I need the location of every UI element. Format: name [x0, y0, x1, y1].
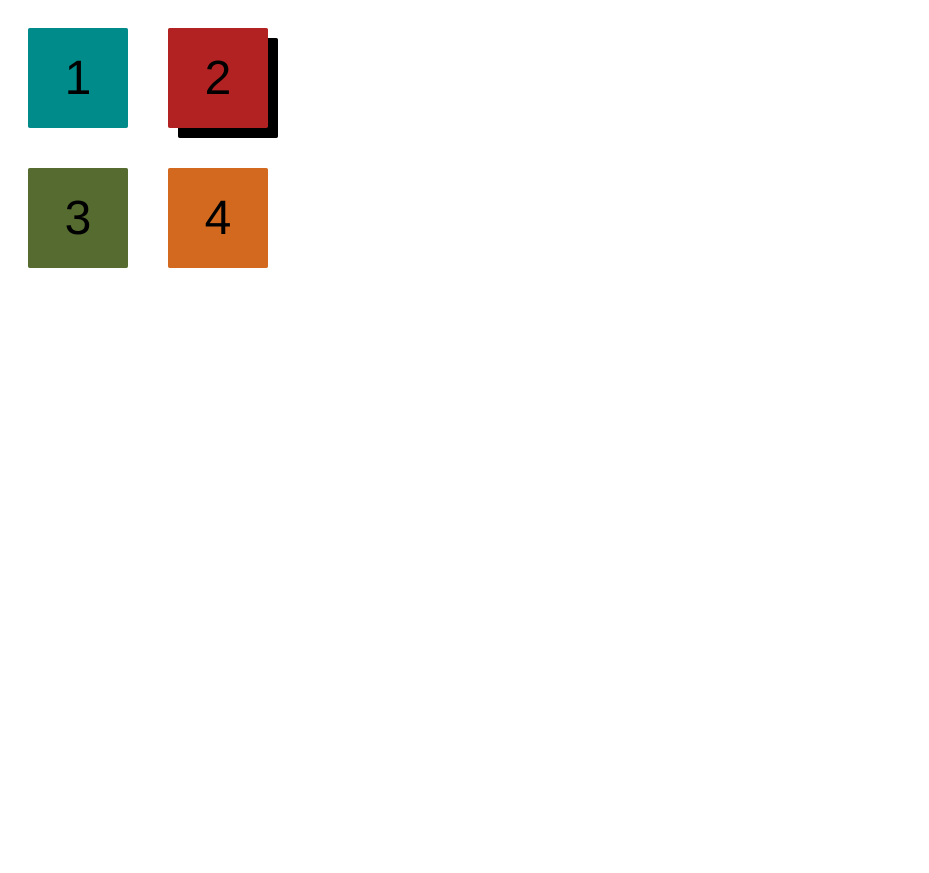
tile-3-label: 3 [64, 192, 92, 245]
tile-3[interactable] [28, 168, 128, 268]
tile-1-label: 1 [64, 52, 92, 105]
tile-4[interactable] [168, 168, 268, 268]
tile-1[interactable] [28, 28, 128, 128]
tile-2-selected[interactable] [168, 28, 268, 128]
tile-4-label: 4 [204, 192, 232, 245]
tile-2-label: 2 [204, 52, 232, 105]
